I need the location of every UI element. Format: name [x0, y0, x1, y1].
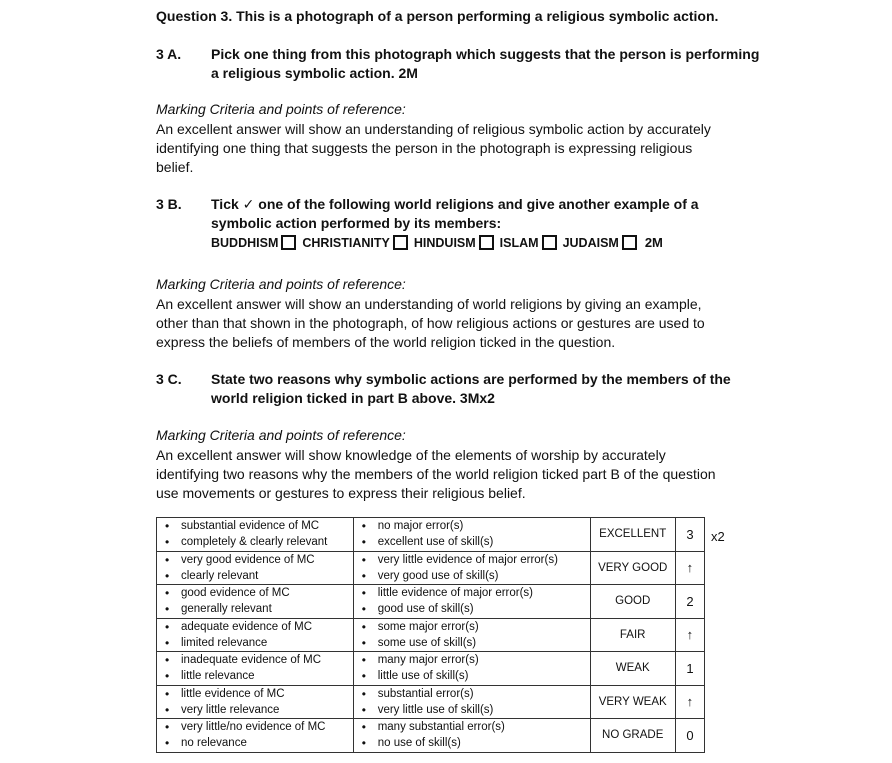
- table-row: [157, 685, 705, 719]
- religion-label: ISLAM: [499, 235, 539, 250]
- part-a-question: [211, 45, 759, 83]
- list-item: • substantial error(s): [362, 686, 590, 702]
- evidence-cell: [157, 719, 354, 753]
- list-item: • completely & clearly relevant: [165, 534, 353, 550]
- criteria-line: An excellent answer will show an understanding of religious symbolic action by accurately: [156, 121, 711, 137]
- grade-cell: NO GRADE: [590, 719, 675, 753]
- criteria-line: An excellent answer will show an understanding of world religions by giving an example,: [156, 296, 702, 312]
- table-row: [157, 551, 705, 585]
- part-b-line: Tick ✓ one of the following world religions and give another example of a: [211, 196, 699, 212]
- question-title: Question 3. This is a photograph of a person performing a religious symbolic action.: [156, 8, 719, 24]
- part-b-line: symbolic action performed by its members:: [211, 215, 502, 231]
- part-c-criteria-text: [156, 446, 756, 503]
- list-item: • good use of skill(s): [362, 601, 590, 617]
- score-cell: ↑: [675, 618, 704, 652]
- grade-cell: GOOD: [590, 585, 675, 619]
- part-c-criteria-heading: Marking Criteria and points of reference:: [156, 427, 406, 443]
- list-item: • inadequate evidence of MC: [165, 652, 353, 668]
- table-row: [157, 518, 705, 552]
- part-a-criteria-heading: Marking Criteria and points of reference:: [156, 101, 406, 117]
- list-item: • clearly relevant: [165, 568, 353, 584]
- list-item: • very little evidence of major error(s): [362, 552, 590, 568]
- list-item: • little evidence of MC: [165, 686, 353, 702]
- criteria-line: identifying two reasons why the members of the world religion ticked part B of the question: [156, 466, 716, 482]
- list-item: • little evidence of major error(s): [362, 585, 590, 601]
- list-item: • very little relevance: [165, 702, 353, 718]
- part-b-criteria-heading: Marking Criteria and points of reference:: [156, 276, 406, 292]
- checkbox-hinduism[interactable]: [479, 235, 494, 250]
- table-row: [157, 652, 705, 686]
- part-b-question: [211, 195, 699, 233]
- evidence-cell: [157, 518, 354, 552]
- grade-cell: VERY WEAK: [590, 685, 675, 719]
- list-item: • no use of skill(s): [362, 735, 590, 751]
- grade-cell: EXCELLENT: [590, 518, 675, 552]
- list-item: • adequate evidence of MC: [165, 619, 353, 635]
- criteria-line: other than that shown in the photograph, of how religious actions or gestures are used to: [156, 315, 705, 331]
- errors-cell: [353, 551, 590, 585]
- grade-cell: WEAK: [590, 652, 675, 686]
- list-item: • very little use of skill(s): [362, 702, 590, 718]
- errors-cell: [353, 652, 590, 686]
- part-c-line: State two reasons why symbolic actions are performed by the members of the: [211, 371, 731, 387]
- criteria-line: belief.: [156, 159, 194, 175]
- score-cell: ↑: [675, 551, 704, 585]
- table-row: [157, 618, 705, 652]
- list-item: • many substantial error(s): [362, 719, 590, 735]
- part-b-criteria-text: [156, 295, 746, 352]
- score-cell: 0: [675, 719, 704, 753]
- list-item: • generally relevant: [165, 601, 353, 617]
- score-cell: ↑: [675, 685, 704, 719]
- errors-cell: [353, 518, 590, 552]
- list-item: • no major error(s): [362, 518, 590, 534]
- checkbox-buddhism[interactable]: [281, 235, 296, 250]
- list-item: • some use of skill(s): [362, 635, 590, 651]
- religion-option-hinduism: [414, 235, 494, 250]
- part-b-marks: 2M: [644, 235, 663, 250]
- list-item: • very good use of skill(s): [362, 568, 590, 584]
- list-item: • very good evidence of MC: [165, 552, 353, 568]
- errors-cell: [353, 719, 590, 753]
- list-item: • very little/no evidence of MC: [165, 719, 353, 735]
- criteria-line: express the beliefs of members of the world religion ticked in the question.: [156, 334, 616, 350]
- checkbox-christianity[interactable]: [393, 235, 408, 250]
- score-cell: 2: [675, 585, 704, 619]
- score-cell: 3: [675, 518, 704, 552]
- list-item: • no relevance: [165, 735, 353, 751]
- errors-cell: [353, 585, 590, 619]
- criteria-line: An excellent answer will show knowledge of the elements of worship by accurately: [156, 447, 666, 463]
- part-c-question: [211, 370, 731, 408]
- evidence-cell: [157, 551, 354, 585]
- list-item: • little use of skill(s): [362, 668, 590, 684]
- evidence-cell: [157, 685, 354, 719]
- checkbox-islam[interactable]: [542, 235, 557, 250]
- part-a-line: a religious symbolic action. 2M: [211, 65, 418, 81]
- table-row: [157, 719, 705, 753]
- religion-label: BUDDHISM: [211, 235, 279, 250]
- evidence-cell: [157, 618, 354, 652]
- criteria-line: use movements or gestures to express their religious belief.: [156, 485, 526, 501]
- list-item: • substantial evidence of MC: [165, 518, 353, 534]
- errors-cell: [353, 685, 590, 719]
- part-a-criteria-text: [156, 120, 746, 177]
- part-c-number: 3 C.: [156, 371, 182, 387]
- list-item: • good evidence of MC: [165, 585, 353, 601]
- grade-cell: VERY GOOD: [590, 551, 675, 585]
- part-b-number: 3 B.: [156, 196, 182, 212]
- religion-option-judaism: [563, 235, 637, 250]
- evidence-cell: [157, 585, 354, 619]
- score-multiplier: x2: [711, 529, 725, 544]
- list-item: • limited relevance: [165, 635, 353, 651]
- list-item: • many major error(s): [362, 652, 590, 668]
- grade-cell: FAIR: [590, 618, 675, 652]
- criteria-line: identifying one thing that suggests the person in the photograph is expressing religious: [156, 140, 693, 156]
- religion-options: [211, 235, 663, 250]
- score-cell: 1: [675, 652, 704, 686]
- evidence-cell: [157, 652, 354, 686]
- religion-label: JUDAISM: [562, 235, 619, 250]
- list-item: • excellent use of skill(s): [362, 534, 590, 550]
- religion-label: CHRISTIANITY: [302, 235, 390, 250]
- checkbox-judaism[interactable]: [622, 235, 637, 250]
- list-item: • little relevance: [165, 668, 353, 684]
- part-c-line: world religion ticked in part B above. 3Mx2: [211, 390, 495, 406]
- part-a-line: Pick one thing from this photograph which suggests that the person is performing: [211, 46, 760, 62]
- religion-option-buddhism: [211, 235, 296, 250]
- part-a-number: 3 A.: [156, 46, 182, 62]
- table-row: [157, 585, 705, 619]
- religion-label: HINDUISM: [413, 235, 476, 250]
- list-item: • some major error(s): [362, 619, 590, 635]
- errors-cell: [353, 618, 590, 652]
- religion-option-christianity: [302, 235, 408, 250]
- grading-table: [156, 517, 705, 753]
- religion-option-islam: [500, 235, 557, 250]
